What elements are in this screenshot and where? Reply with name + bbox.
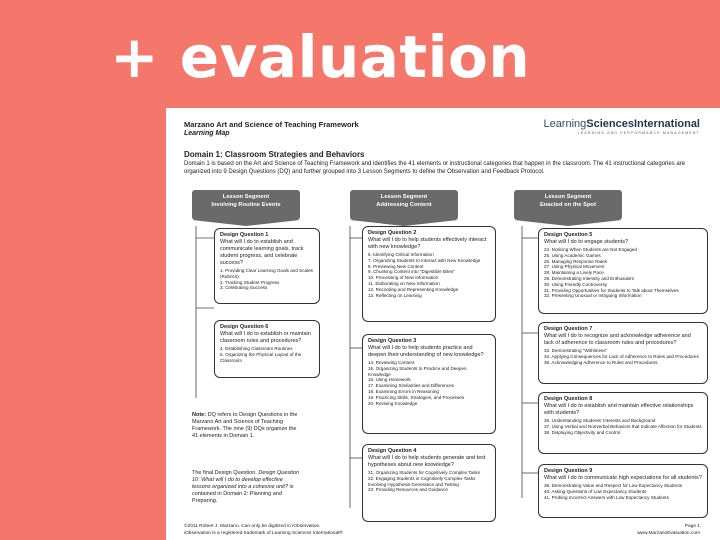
segment-name: Addressing Content xyxy=(376,201,432,208)
dq-item: 26. Managing Response Rates xyxy=(544,258,608,264)
note-final-dq xyxy=(192,470,302,505)
dq-item: 21. Organizing Students for Cognitively Complex Tasks xyxy=(368,470,481,475)
dq-question: What will I do to help students generate and test hypotheses about new knowledge? xyxy=(368,455,486,468)
dq-item: 33. Demonstrating "Withitness" xyxy=(544,348,608,353)
note2-pre: The final Design Question, xyxy=(192,470,257,476)
lsi-logo xyxy=(543,118,700,135)
dq-item: 37. Using Verbal and Nonverbal Behaviors that Indicate Affection for Students xyxy=(544,423,702,429)
domain-heading: Domain 1: Classroom Strategies and Behaviors xyxy=(184,150,365,159)
dq-item: 22. Engaging Students in Cognitively Complex Tasks Involving Hypothesis Generation and Testing xyxy=(368,475,476,487)
dq-item: 35. Acknowledging Adherence to Rules and Procedures xyxy=(544,359,658,365)
dq-item: 15. Organizing Students to Practice and Deepen Knowledge xyxy=(368,365,467,377)
note-text: DQ refers to Design Questions in the Marzano Art and Science of Teaching Framework. The nine (9) DQs organize the 41 elements in Domain 1. xyxy=(192,412,298,439)
dq-item: 5. Organizing the Physical Layout of the Classroom xyxy=(220,351,302,363)
logo-prefix: Learning xyxy=(543,118,587,130)
design-question-3-box xyxy=(362,334,496,434)
dq-question: What will I do to engage students? xyxy=(544,239,629,245)
dq-item: 20. Revising Knowledge xyxy=(368,400,418,406)
segment-name: Involving Routine Events xyxy=(211,201,281,208)
dq-item: 27. Using Physical Movement xyxy=(544,264,605,270)
dq-question: What will I do to recognize and acknowledge adherence and lack of adherence to classroom rules and procedures? xyxy=(544,333,691,346)
design-question-2-box xyxy=(362,226,496,322)
dq-item: 30. Using Friendly Controversy xyxy=(544,281,608,287)
segment-routine-events xyxy=(192,190,300,220)
dq-item: 36. Understanding Students' Interests and Background xyxy=(544,418,656,423)
dq-item: 13. Reflecting on Learning xyxy=(368,292,422,298)
dq-title: Design Question 6 xyxy=(220,324,269,330)
dq-title: Design Question 1 xyxy=(220,232,269,238)
footer-left xyxy=(184,524,343,537)
design-question-9-box xyxy=(538,464,708,518)
domain-description: Domain 1 is based on the Art and Science of Teaching Framework and identifies the 41 elements or instructional categories that happen in the classroom. The 41 instructional categories are organized into 9 Design Questions (DQ) and further grouped into 3 Lesson Segments to define the Observation and Feedback Protocol. xyxy=(184,161,686,175)
dq-question: What will I do to help students effectively interact with new knowledge? xyxy=(368,237,487,250)
dq-item: 6. Identifying Critical Information xyxy=(368,252,434,257)
dq-item: 8. Previewing New Content xyxy=(368,263,424,269)
dq-item: 34. Applying Consequences for Lack of Adherence to Rules and Procedures xyxy=(544,353,699,359)
segment-enacted-on-spot xyxy=(514,190,622,220)
dq-item: 16. Using Homework xyxy=(368,377,411,383)
doc-title: Marzano Art and Science of Teaching Framework xyxy=(184,120,359,129)
dq-question: What will I do to establish and communicate learning goals, track student progress, and celebrate success? xyxy=(220,239,304,266)
dq-item: 4. Establishing Classroom Routines xyxy=(220,346,293,351)
dq-item: 25. Using Academic Games xyxy=(544,252,601,258)
note-label: Note: xyxy=(192,412,207,418)
segment-label: Lesson Segment xyxy=(544,194,592,200)
dq-item: 1. Providing Clear Learning Goals and Scales (Rubrics) xyxy=(220,268,313,279)
dq-item: 28. Maintaining a Lively Pace xyxy=(544,270,604,276)
logo-tagline: LEARNING AND PERFORMANCE MANAGEMENT xyxy=(577,131,700,135)
doc-subtitle: Learning Map xyxy=(184,130,230,137)
note2-italic: Design Question 10: What will I do to develop effective lessons organized into a cohesive unit? xyxy=(192,470,300,490)
design-question-6-box xyxy=(214,320,320,378)
dq-item: 11. Elaborating on New Information xyxy=(368,280,440,286)
dq-title: Design Question 3 xyxy=(368,338,417,344)
dq-question: What will I do to establish and maintain effective relationships with students? xyxy=(544,403,694,416)
design-question-1-box xyxy=(214,228,320,304)
dq-title: Design Question 7 xyxy=(544,326,593,332)
dq-item: 14. Reviewing Content xyxy=(368,360,415,365)
dq-item: 3. Celebrating Success xyxy=(220,285,268,291)
note2-post: is contained in Domain 2: Planning and Preparing. xyxy=(192,484,294,504)
dq-item: 2. Tracking Student Progress xyxy=(220,279,280,285)
dq-item: 32. Presenting Unusual or Intriguing Information xyxy=(544,293,642,299)
copyright-line: ©2011 Robert J. Marzano. Can only be digitized in iObservation. xyxy=(184,524,321,529)
design-question-5-box xyxy=(538,228,708,314)
dq-item: 10. Processing of New Information xyxy=(368,275,439,281)
segment-label: Lesson Segment xyxy=(222,194,270,200)
dq-title: Design Question 9 xyxy=(544,468,593,474)
footer-right xyxy=(637,524,700,537)
dq-item: 12. Recording and Representing Knowledge xyxy=(368,286,459,292)
trademark-line: iObservation is a registered trademark of Learning Sciences International® xyxy=(184,530,343,536)
dq-question: What will I do to help students practice and deepen their understanding of new knowledge? xyxy=(368,345,484,358)
dq-title: Design Question 5 xyxy=(544,232,593,238)
dq-item: 23. Providing Resources and Guidance xyxy=(368,487,448,493)
design-question-7-box xyxy=(538,322,708,384)
segment-name: Enacted on the Spot xyxy=(539,201,597,208)
design-question-8-box xyxy=(538,392,708,454)
dq-item: 41. Probing Incorrect Answers with Low Expectancy Students xyxy=(544,494,669,500)
dq-item: 18. Examining Errors in Reasoning xyxy=(368,388,439,394)
segment-addressing-content xyxy=(350,190,458,220)
dq-item: 31. Providing Opportunities for Students to Talk about Themselves xyxy=(544,287,679,293)
website-link: www.MarzanoEvaluation.com xyxy=(637,530,700,536)
dq-question: What will I do to establish or maintain classroom rules and procedures? xyxy=(220,331,311,344)
dq-item: 29. Demonstrating Intensity and Enthusiasm xyxy=(544,275,635,281)
design-question-4-box xyxy=(362,444,496,522)
dq-question: What will I do to communicate high expectations for all students? xyxy=(544,475,702,481)
dq-title: Design Question 8 xyxy=(544,396,593,402)
slide-title: + evaluation xyxy=(110,23,531,91)
dq-item: 39. Demonstrating Value and Respect for Low Expectancy Students xyxy=(544,483,683,488)
dq-title: Design Question 4 xyxy=(368,448,417,454)
dq-item: 9. Chunking Content into "Digestible Bites" xyxy=(368,269,455,275)
dq-item: 17. Examining Similarities and Differences xyxy=(368,383,454,389)
dq-item: 40. Asking Questions of Low Expectancy Students xyxy=(544,488,647,494)
segment-label: Lesson Segment xyxy=(380,194,428,200)
document-image xyxy=(166,108,720,540)
dq-title: Design Question 2 xyxy=(368,230,417,236)
dq-item: 7. Organizing Students to Interact with New Knowledge xyxy=(368,257,481,263)
page-number: Page 1 xyxy=(684,524,700,529)
dq-item: 38. Displaying Objectivity and Control xyxy=(544,429,621,435)
dq-item: 24. Noticing When Students are Not Engaged xyxy=(544,247,637,252)
logo-main: SciencesInternational xyxy=(586,118,700,130)
note-dq xyxy=(192,412,302,440)
dq-item: 19. Practicing Skills, Strategies, and Processes xyxy=(368,394,465,400)
